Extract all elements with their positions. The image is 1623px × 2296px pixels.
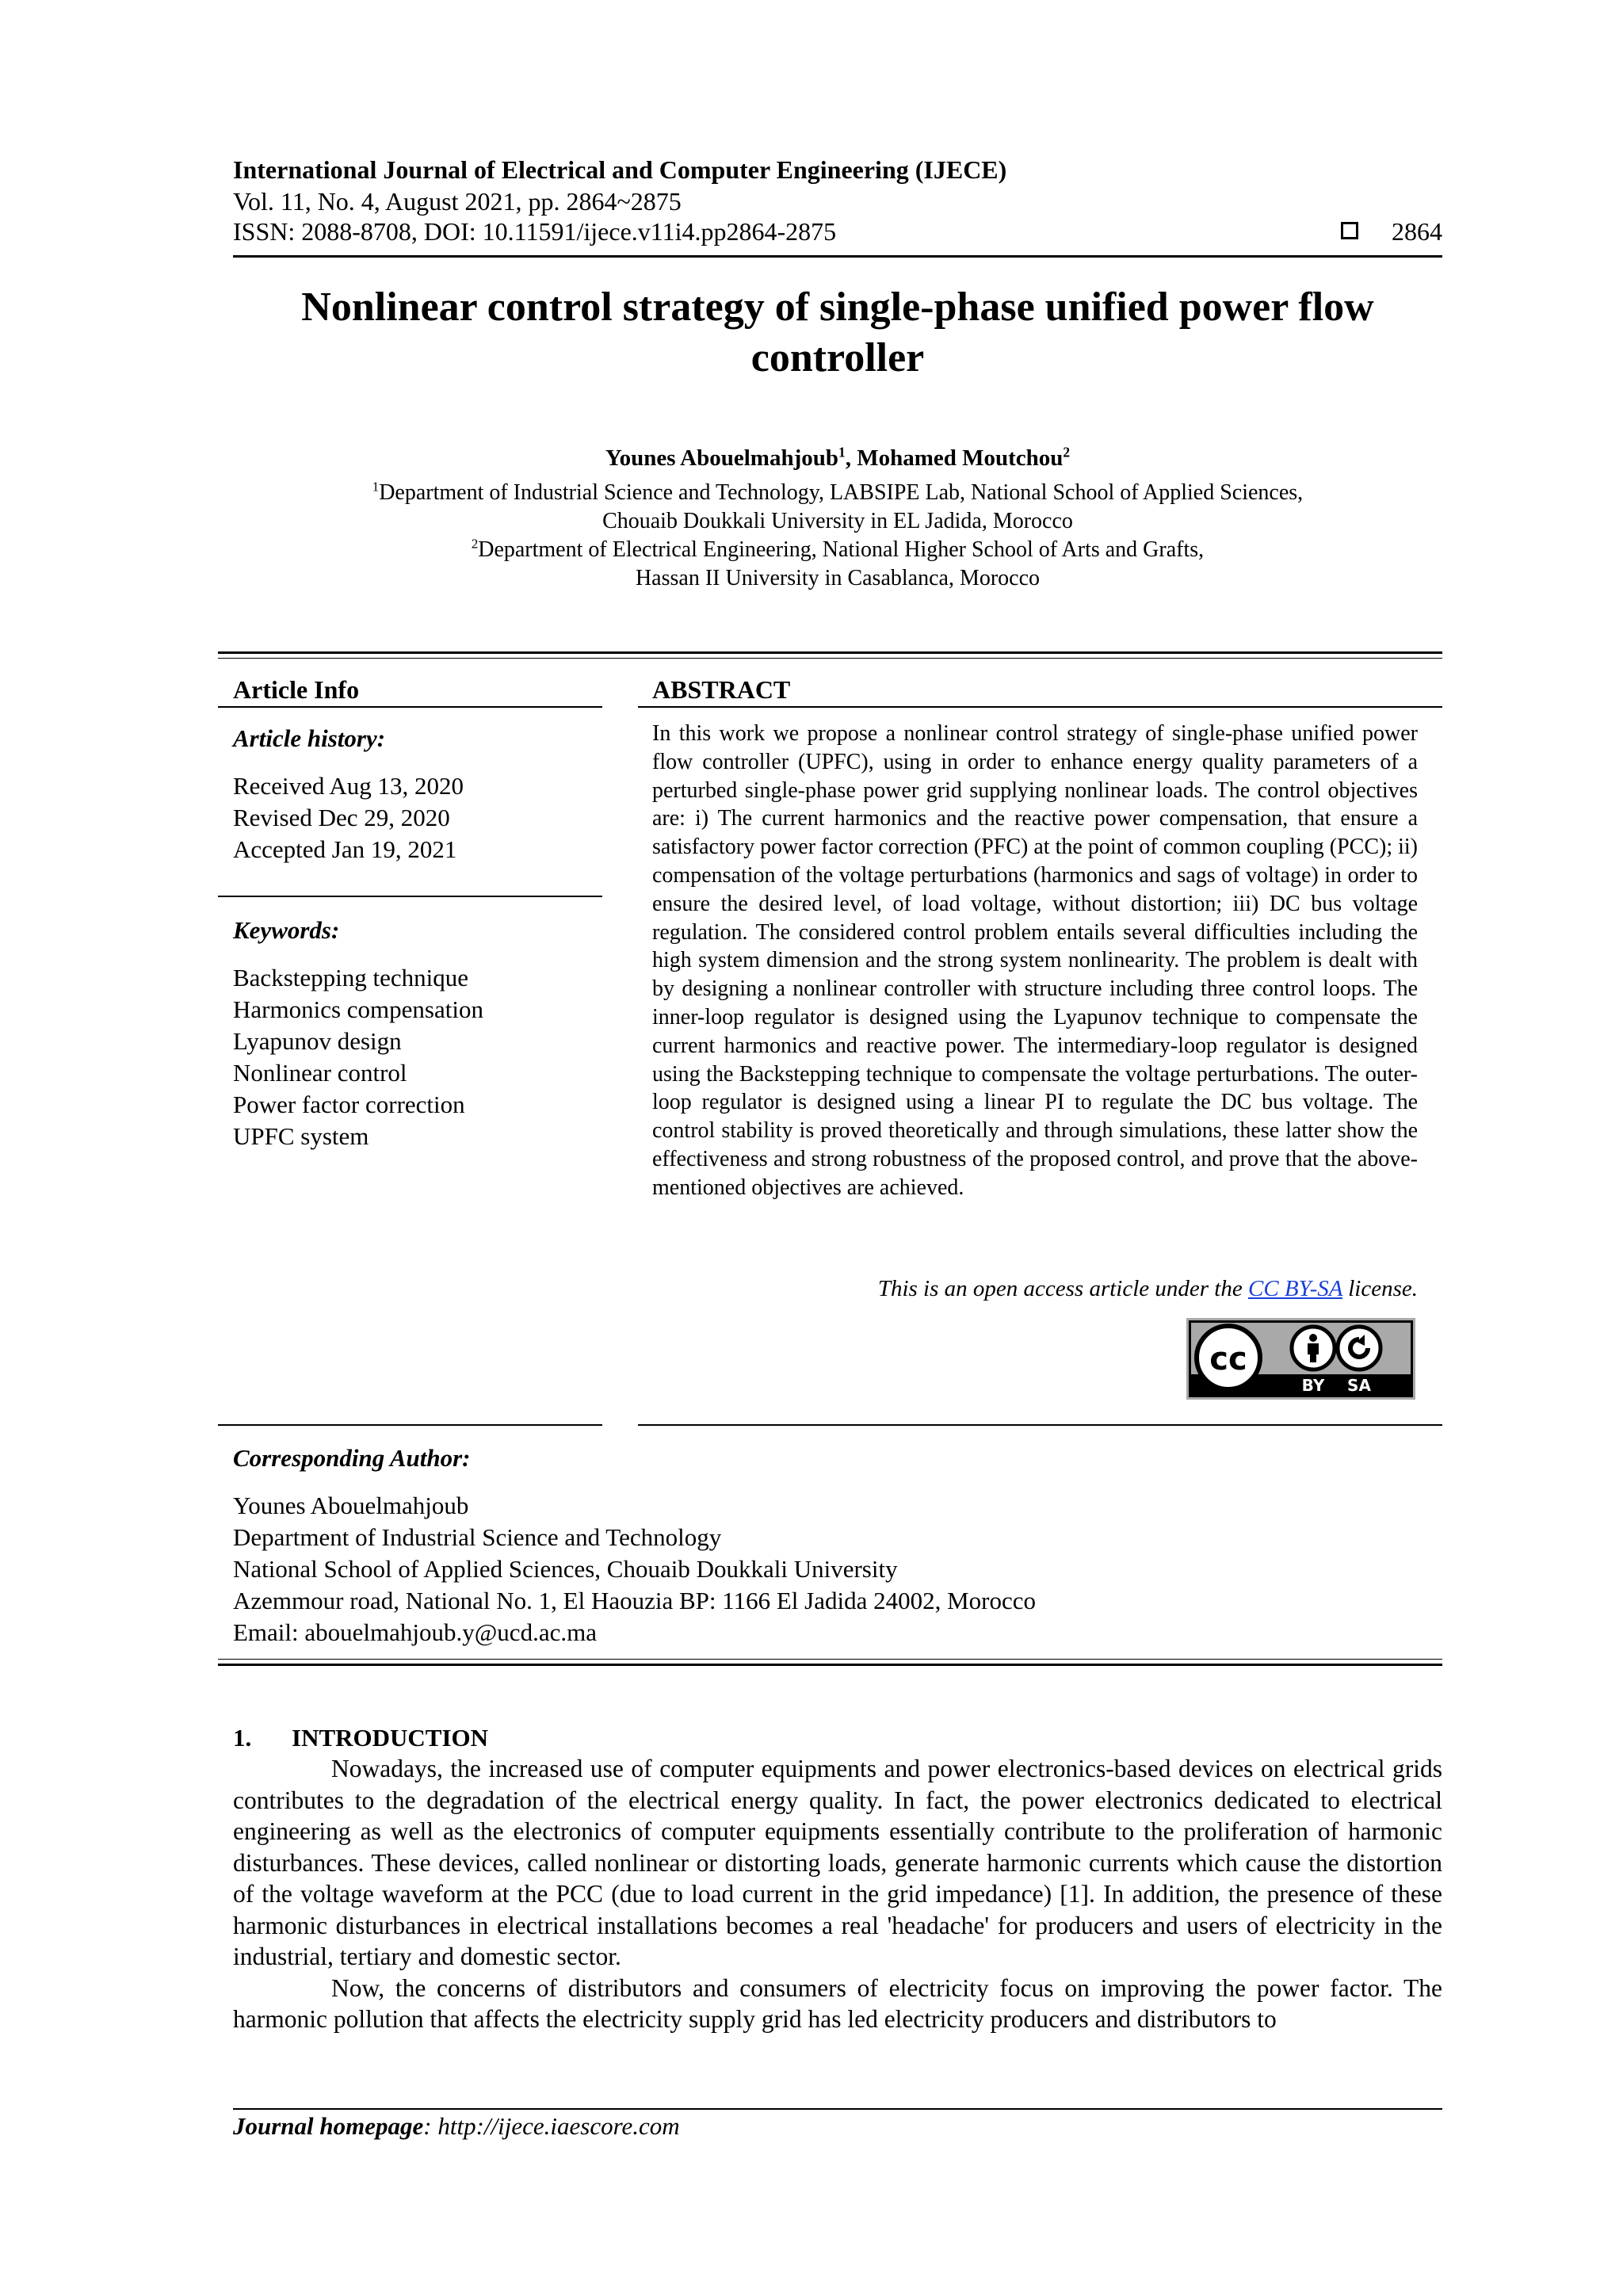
- author-1: Younes Abouelmahjoub: [605, 445, 838, 471]
- affiliation-2-line-1: Department of Electrical Engineering, National Higher School of Arts and Grafts,: [478, 537, 1205, 562]
- keyword-item: Lyapunov design: [233, 1027, 402, 1055]
- introduction-body: [233, 1753, 1442, 2035]
- keyword-item: UPFC system: [233, 1122, 369, 1150]
- keyword-item: Power factor correction: [233, 1091, 465, 1118]
- abstract-bottom-rule: [638, 1424, 1442, 1426]
- paragraph: Now, the concerns of distributors and consumers of electricity focus on improving the power factor. The harmonic pollution that affects the electricity supply grid has led electricity producers and distributors to: [233, 1973, 1442, 2033]
- abstract-text: In this work we propose a nonlinear control strategy of single-phase unified power flow controller (UPFC), using in order to enhance energy quality parameters of a perturbed single-phase power grid supplying nonlinear loads. The control objectives are: i) The current harmonics and the reactive power compensation, that ensure a satisfactory power factor correction (PFC) at the point of common coupling (PCC); ii) compensation of the voltage perturbations (harmonics and sags of voltage) in order to ensure the desired level, of load voltage, without distortion; iii) DC bus voltage regulation. The considered control problem entails several difficulties including the high system dimension and the strong system nonlinearity. The problem is dealt with by designing a nonlinear controller with structure including three control loops. The inner-loop regulator is designed using the Lyapunov technique to compensate the current harmonics and reactive power. The intermediary-loop regulator is designed using the Backstepping technique to compensate the voltage perturbations. The outer-loop regulator is designed using a linear PI to regulate the DC bus voltage. The control stability is proved theoretically and through simulations, these latter show the effectiveness and strong robustness of the proposed control, and prove that the above-mentioned objectives are achieved.: [652, 721, 1418, 1200]
- affiliation-1-sup: 1: [372, 479, 380, 495]
- cc-badge-graphic: [1189, 1320, 1413, 1397]
- paper-title: [233, 282, 1442, 384]
- affiliation-1: [233, 479, 1442, 536]
- keywords-heading: Keywords:: [233, 916, 340, 944]
- accepted-date: Accepted Jan 19, 2021: [233, 835, 457, 863]
- author-2-sup: 2: [1063, 444, 1071, 460]
- homepage-label: Journal homepage: [233, 2112, 424, 2140]
- homepage-url[interactable]: http://ijece.iaescore.com: [437, 2112, 680, 2140]
- corresponding-address: Azemmour road, National No. 1, El Haouzia BP: 1166 El Jadida 24002, Morocco: [233, 1587, 1037, 1614]
- page-number: 2864: [1392, 217, 1442, 246]
- article-history-heading: Article history:: [233, 724, 386, 752]
- section-number: 1.: [233, 1724, 252, 1752]
- author-list: [233, 445, 1442, 472]
- author-2: Mohamed Moutchou: [857, 445, 1064, 471]
- section-title: INTRODUCTION: [292, 1724, 489, 1752]
- affiliation-1-line-1: Department of Industrial Science and Technology, LABSIPE Lab, National School of Applied Sciences,: [379, 480, 1304, 505]
- corresponding-email: Email: abouelmahjoub.y@ucd.ac.ma: [233, 1618, 597, 1646]
- header-rule: [233, 255, 1442, 258]
- history-rule: [218, 896, 602, 897]
- affiliation-2-line-2: Hassan II University in Casablanca, Morocco: [635, 566, 1041, 590]
- article-info-heading: Article Info: [233, 675, 360, 704]
- info-box-bottom-rule-thin: [218, 1659, 1442, 1660]
- info-box-bottom-rule: [218, 1664, 1442, 1666]
- article-info-rule: [218, 706, 602, 708]
- keyword-item: Backstepping technique: [233, 964, 468, 991]
- by-icon: [1292, 1327, 1335, 1370]
- article-info-bottom-rule: [218, 1424, 602, 1426]
- author-separator: ,: [845, 445, 857, 471]
- sa-icon: [1338, 1327, 1381, 1370]
- issn-doi: ISSN: 2088-8708, DOI: 10.11591/ijece.v11i4.pp2864-2875: [233, 217, 837, 246]
- corresponding-name: Younes Abouelmahjoub: [233, 1492, 469, 1519]
- affiliation-2: [233, 536, 1442, 593]
- cc-by-sa-link[interactable]: CC BY-SA: [1248, 1276, 1342, 1301]
- open-access-prefix: This is an open access article under the: [877, 1276, 1248, 1301]
- keyword-item: Nonlinear control: [233, 1059, 407, 1087]
- footer-rule: [233, 2108, 1442, 2110]
- section-heading: [233, 1724, 488, 1752]
- info-box-top-rule-thin: [218, 658, 1442, 659]
- received-date: Received Aug 13, 2020: [233, 772, 464, 800]
- title-line-2: controller: [750, 335, 925, 380]
- cc-sa-label: SA: [1347, 1376, 1371, 1395]
- volume-info: Vol. 11, No. 4, August 2021, pp. 2864~2875: [233, 187, 682, 216]
- homepage-sep: :: [423, 2112, 438, 2140]
- open-access-suffix: license.: [1342, 1276, 1418, 1301]
- info-box-top-rule: [218, 651, 1442, 654]
- author-1-sup: 1: [838, 444, 846, 460]
- abstract-rule: [638, 706, 1442, 708]
- corresponding-school: National School of Applied Sciences, Chouaib Doukkali University: [233, 1555, 898, 1583]
- journal-homepage: [233, 2112, 680, 2141]
- corresponding-heading: Corresponding Author:: [233, 1444, 471, 1472]
- cc-by-label: BY: [1301, 1376, 1325, 1395]
- abstract-heading: ABSTRACT: [652, 675, 791, 704]
- corresponding-dept: Department of Industrial Science and Technology: [233, 1523, 722, 1551]
- keyword-item: Harmonics compensation: [233, 995, 483, 1023]
- affiliation-2-sup: 2: [471, 536, 479, 552]
- affiliation-1-line-2: Chouaib Doukkali University in EL Jadida, Morocco: [602, 509, 1073, 533]
- revised-date: Revised Dec 29, 2020: [233, 804, 450, 831]
- svg-text:cc: cc: [1209, 1341, 1247, 1377]
- journal-name: International Journal of Electrical and Computer Engineering (IJECE): [233, 155, 1007, 184]
- open-access-note: [652, 1276, 1418, 1302]
- paragraph: Nowadays, the increased use of computer equipments and power electronics-based devices on electrical grids contributes to the degradation of the electrical energy quality. In fact, the power electronics dedicated to electrical engineering as well as the electronics of computer equipments essentially contribute to the proliferation of harmonic disturbances. These devices, called nonlinear or distorting loads, generate harmonic currents which cause the distortion of the voltage waveform at the PCC (due to load current in the grid impedance) [1]. In addition, the presence of these harmonic disturbances in electrical installations becomes a real 'headache' for producers and users of electricity in the industrial, tertiary and domestic sector.: [233, 1755, 1442, 1970]
- title-line-1: Nonlinear control strategy of single-phase unified power flow: [301, 285, 1374, 330]
- box-icon: [1341, 222, 1358, 239]
- cc-license-badge: [1186, 1318, 1415, 1400]
